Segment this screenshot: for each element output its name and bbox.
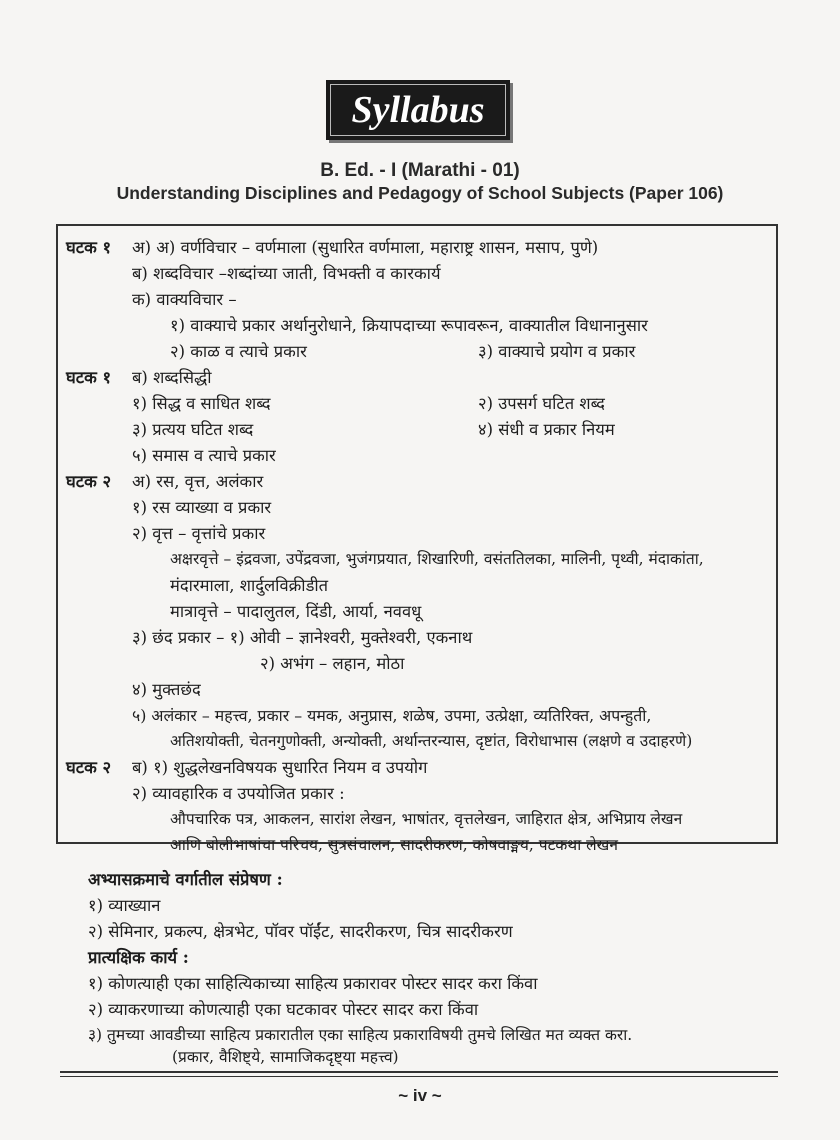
footer-rule bbox=[60, 1076, 778, 1077]
detail-line: अतिशयोक्ती, चेतनगुणोक्ती, अन्योक्ती, अर्थान्तरन्यास, दृष्टांत, विरोधाभास (लक्षणे व उदाहरणे) bbox=[170, 732, 693, 750]
topic-line: अ) अ) वर्णविचार – वर्णमाला (सुधारित वर्णमाला, महाराष्ट्र शासन, मसाप, पुणे) bbox=[132, 238, 599, 257]
practical-note: (प्रकार, वैशिष्ट्ये, सामाजिकदृष्ट्या महत्त्व) bbox=[172, 1048, 399, 1066]
topic-line: ब) शब्दविचार –शब्दांच्या जाती, विभक्ती व कारकार्य bbox=[132, 264, 441, 283]
footer-rule bbox=[60, 1071, 778, 1073]
subtopic-line: १) रस व्याख्या व प्रकार bbox=[132, 498, 272, 517]
syllabus-heading: Syllabus bbox=[330, 84, 506, 136]
unit-label: घटक २ bbox=[66, 758, 112, 777]
subtopic-line: ३) प्रत्यय घटित शब्द bbox=[132, 420, 254, 439]
practical-heading: प्रात्यक्षिक कार्य : bbox=[88, 948, 189, 967]
practical-item: २) व्याकरणाच्या कोणत्याही एका घटकावर पोस्टर सादर करा किंवा bbox=[88, 1000, 479, 1019]
practical-item: ३) तुमच्या आवडीच्या साहित्य प्रकारातील एका साहित्य प्रकाराविषयी तुमचे लिखित मत व्यक्त करा. bbox=[88, 1026, 633, 1044]
course-title: B. Ed. - I (Marathi - 01) bbox=[320, 160, 520, 181]
subtopic-line: ४) मुक्तछंद bbox=[132, 680, 201, 699]
paper-title: Understanding Disciplines and Pedagogy of School Subjects (Paper 106) bbox=[116, 183, 724, 203]
transmission-heading: अभ्यासक्रमाचे वर्गातील संप्रेषण : bbox=[88, 870, 283, 889]
detail-line: आणि बोलीभाषांचा परिचय, सुत्रसंचालन, सादरीकरण, कोषवाङ्मय, पटकथा लेखन bbox=[170, 836, 618, 854]
unit-label: घटक १ bbox=[66, 238, 112, 257]
topic-line: ब) १) शुद्धलेखनविषयक सुधारित नियम व उपयोग bbox=[132, 758, 428, 777]
subtopic-line: ५) समास व त्याचे प्रकार bbox=[132, 446, 276, 465]
syllabus-banner bbox=[326, 80, 510, 140]
subtopic-line: २) अभंग – लहान, मोठा bbox=[260, 654, 405, 673]
subtopic-line: ३) छंद प्रकार – १) ओवी – ज्ञानेश्वरी, मुक्तेश्वरी, एकनाथ bbox=[132, 628, 473, 647]
transmission-item: २) सेमिनार, प्रकल्प, क्षेत्रभेट, पॉवर पॉईंट, सादरीकरण, चित्र सादरीकरण bbox=[88, 922, 513, 941]
detail-line: औपचारिक पत्र, आकलन, सारांश लेखन, भाषांतर, वृत्तलेखन, जाहिरात क्षेत्र, अभिप्राय लेखन bbox=[170, 810, 683, 828]
practical-item: १) कोणत्याही एका साहित्यिकाच्या साहित्य प्रकारावर पोस्टर सादर करा किंवा bbox=[88, 974, 538, 993]
subtopic-line: २) व्यावहारिक व उपयोजित प्रकार : bbox=[132, 784, 345, 803]
detail-line: मंदारमाला, शार्दुलविक्रीडीत bbox=[170, 576, 329, 595]
subtopic-line: १) सिद्ध व साधित शब्द bbox=[132, 394, 271, 413]
subtopic-line: १) वाक्याचे प्रकार अर्थानुरोधाने, क्रियापदाच्या रूपावरून, वाक्यातील विधानानुसार bbox=[170, 316, 648, 335]
page-number: ~ iv ~ bbox=[398, 1086, 442, 1105]
subtopic-line: ५) अलंकार – महत्त्व, प्रकार – यमक, अनुप्रास, शळेष, उपमा, उत्प्रेक्षा, व्यतिरिक्त, अपन्हुती, bbox=[132, 706, 652, 725]
subtopic-line: २) काळ व त्याचे प्रकार bbox=[170, 342, 307, 361]
unit-label: घटक २ bbox=[66, 472, 112, 491]
subtopic-line: २) उपसर्ग घटित शब्द bbox=[478, 394, 605, 413]
unit-label: घटक १ bbox=[66, 368, 112, 387]
detail-line: मात्रावृत्ते – पादालुतल, दिंडी, आर्या, नववधू bbox=[170, 602, 422, 621]
subtopic-line: २) वृत्त – वृत्तांचे प्रकार bbox=[132, 524, 266, 543]
detail-line: अक्षरवृत्ते – इंद्रवजा, उपेंद्रवजा, भुजंगप्रयात, शिखारिणी, वसंततिलका, मालिनी, पृथ्वी, मंदाकांता, bbox=[170, 550, 704, 568]
topic-line: ब) शब्दसिद्धी bbox=[132, 368, 212, 387]
subtopic-line: ३) वाक्याचे प्रयोग व प्रकार bbox=[478, 342, 636, 361]
topic-line: क) वाक्यविचार – bbox=[132, 290, 237, 309]
topic-line: अ) रस, वृत्त, अलंकार bbox=[132, 472, 264, 491]
transmission-item: १) व्याख्यान bbox=[88, 896, 161, 915]
subtopic-line: ४) संधी व प्रकार नियम bbox=[478, 420, 615, 439]
